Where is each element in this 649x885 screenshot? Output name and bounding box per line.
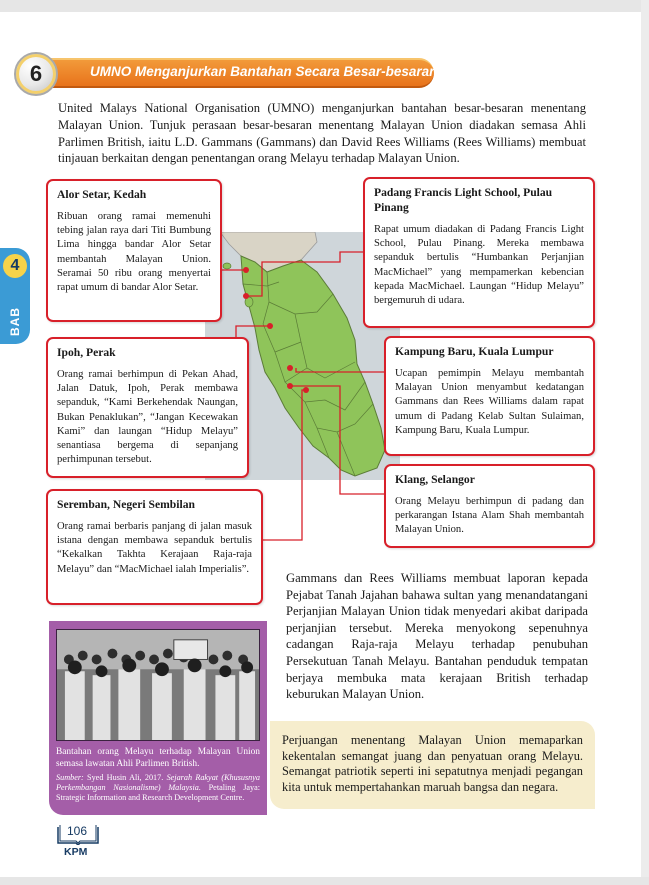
section-number-badge: 6 [14,52,58,96]
chapter-number: 4 [3,254,27,278]
callout-title: Kampung Baru, Kuala Lumpur [395,345,554,358]
callout-title: Padang Francis Light School, Pulau Pinang [374,186,553,214]
chapter-label: BAB [8,307,22,336]
right-page-edge [641,0,649,885]
highlight-note: Perjuangan menentang Malayan Union memaparkan kekentalan semangat juang dan penyatuan orang Melayu. Semangat patriotik seperti ini sepatutnya menjadi pegangan kita untuk mempertahankan maruah bangsa dan negara. [270,721,595,809]
callout-text: Rapat umum diadakan di Padang Francis Light School, Pulau Pinang. Mereka membawa sepanduk bertulis “Humbankan Perjanjian MacMichael” yang mempamerkan kebencian kepada MacMichael. Laungan “Hidup Melayu” bergemuruh di udara. [374,224,584,307]
callout-title: Klang, Selangor [395,473,475,486]
photo-caption: Bantahan orang Melayu terhadap Malayan Union semasa lawatan Ahli Parlimen British. [56,747,260,769]
photo-source [56,773,260,803]
publisher-logo-text: KPM [64,846,88,858]
map-penang-island [245,297,253,307]
bottom-page-edge [0,877,649,885]
callout-text: Ucapan pemimpin Melayu membantah Malayan Union menyambut kedatangan Gammans dan Rees Williams dalam rapat umum di Padang Kelab Sultan Sulaiman, Kampung Baru, Kuala Lumpur. [395,368,584,436]
callout-alor-setar [46,179,222,322]
callout-text: Orang ramai berhimpun di Pekan Ahad, Jalan Datuk, Ipoh, Perak membawa sepanduk, “Kami Berkehendak Naungan, Bukan Penaklukan”, “Jangan Kecewakan Kami” dan laungan “Hidup Melayu” senantiasa bergema di sepanjang perhimpunan tersebut. [57,369,238,466]
protest-photo [56,629,260,741]
chapter-side-tab[interactable] [0,248,30,344]
callout-title: Ipoh, Perak [57,346,116,359]
callout-text: Orang ramai berbaris panjang di jalan masuk istana dengan membawa sepanduk bertulis “Kekalkan Takhta Kerajaan Raja-raja Melayu” dan “MacMichael ialah Imperialis”. [57,521,252,575]
callout-title: Seremban, Negeri Sembilan [57,498,195,511]
callout-text: Orang Melayu berhimpun di padang dan perkarangan Istana Alam Shah membantah Malayan Union. [395,496,584,536]
callout-klang [384,464,595,548]
top-page-edge [0,0,649,12]
intro-paragraph: United Malays National Organisation (UMNO) menganjurkan bantahan besar-besaran menentang Malayan Union. Tunjuk perasaan besar-besaran menentang Malayan Union diadakan semasa Ahli Parlimen British, iaitu L.D. Gammans (Gammans) dan David Rees Williams (Rees Williams) membuat tinjauan berkaitan dengan penentangan orang Melayu terhadap Malayan Union. [58,101,586,166]
callout-padang-francis-light [363,177,595,328]
callout-kampung-baru [384,336,595,456]
photo-card [49,621,267,815]
section-title: UMNO Menganjurkan Bantahan Secara Besar-besaran [90,64,438,79]
callout-seremban [46,489,263,605]
map-langkawi-island [223,263,231,269]
section-header [8,50,438,98]
source-title: Sejarah Rakyat (Khususnya Perkembangan Nasionalisme) Malaysia. [56,773,261,793]
source-author: Syed Husin Ali, 2017. [87,773,164,783]
callout-ipoh [46,337,249,478]
source-publisher: Petaling Jaya: Strategic Information and Research Development Centre. [56,783,261,803]
source-prefix: Sumber: [56,773,84,783]
page-number: 106 [66,824,88,838]
callout-text: Ribuan orang ramai memenuhi tebing jalan raya dari Titi Bumbung Lima hingga bandar Alor Setar membantah Malayan Union. Seramai 50 ribu orang menyertai rapat umum di bandar Alor Setar. [57,211,211,294]
section-title-bar [44,58,438,88]
main-paragraph: Gammans dan Rees Williams membuat laporan kepada Pejabat Tanah Jajahan bahawa sultan yang menandatangani Perjanjian Malayan Union tidak menyedari akibat daripada perjanjian tersebut. Mereka menyokong sepenuhnya cadangan Raja-raja Melayu terhadap penubuhan Persekutuan Tanah Melayu. Bantahan penduduk tempatan berjaya membuka mata kerajaan British terhadap keburukan Malayan Union. [286,571,588,702]
callout-title: Alor Setar, Kedah [57,188,147,201]
